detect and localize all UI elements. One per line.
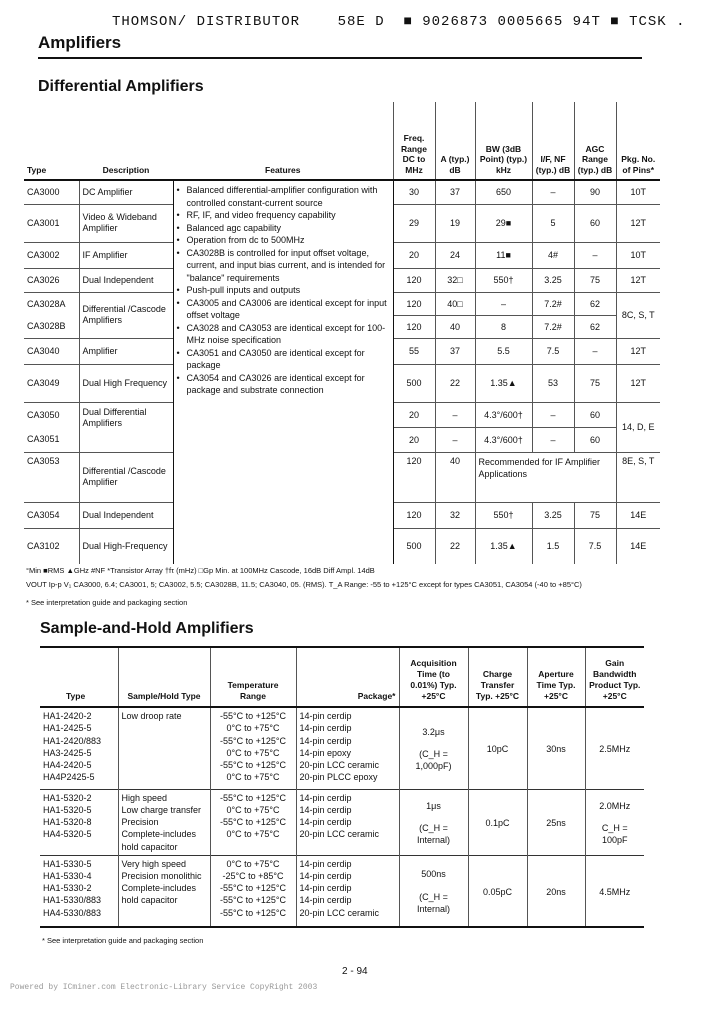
a-cell: 24 bbox=[435, 242, 475, 268]
bw-note-cell: Recommended for IF Amplifier Applications bbox=[475, 452, 616, 502]
a-cell: 37 bbox=[435, 338, 475, 364]
sh-type-cell bbox=[118, 789, 210, 855]
temp-item: -55°C to +125°C bbox=[220, 895, 286, 906]
sh-type-item: High speed bbox=[121, 792, 168, 803]
aperture-cell: 30ns bbox=[527, 707, 585, 789]
type-item: HA1-2420/883 bbox=[43, 735, 102, 746]
sh-type-item: Precision monolithic bbox=[121, 870, 202, 881]
temp-item: 0°C to +75°C bbox=[226, 747, 280, 758]
package-item: 20-pin LCC ceramic bbox=[299, 829, 380, 840]
package-list bbox=[296, 707, 399, 789]
col-package: Package* bbox=[296, 647, 399, 707]
type-cell: CA3102 bbox=[24, 528, 79, 564]
bw-cell: 550† bbox=[475, 502, 532, 528]
sh-type-item: Precision bbox=[121, 817, 159, 828]
type-item: HA1-5330-4 bbox=[43, 870, 92, 881]
desc-cell: Video & Wideband Amplifier bbox=[79, 204, 173, 242]
agc-cell: 62 bbox=[574, 315, 616, 338]
package-list bbox=[296, 789, 399, 855]
agc-cell: 90 bbox=[574, 180, 616, 204]
temp-item: -55°C to +125°C bbox=[220, 760, 286, 771]
package-item: 14-pin cerdip bbox=[299, 817, 352, 828]
agc-cell: 75 bbox=[574, 364, 616, 402]
type-cell: CA3001 bbox=[24, 204, 79, 242]
package-item: 20-pin LCC ceramic bbox=[299, 760, 380, 771]
type-item: HA1-5320-8 bbox=[43, 817, 92, 828]
type-item: HA3-2425-5 bbox=[43, 747, 92, 758]
gbw-cell bbox=[585, 789, 644, 855]
a-cell: – bbox=[435, 402, 475, 427]
table-row bbox=[40, 707, 644, 789]
differential-amplifiers-title: Differential Amplifiers bbox=[38, 78, 204, 95]
pkg-cell: 14E bbox=[616, 528, 660, 564]
temp-list bbox=[210, 855, 296, 927]
temp-item: -55°C to +125°C bbox=[220, 883, 286, 894]
type-item: HA1-5330-2 bbox=[43, 883, 92, 894]
sh-type-item: Very high speed bbox=[121, 858, 187, 869]
ifnf-cell: 4# bbox=[532, 242, 574, 268]
legend-note: °Min ■RMS ▲GHz #NF *Transistor Array †fτ (mHz) □Gp Min. at 100MHz Cascode, 16dB Diff Ampl. 14dB bbox=[26, 566, 375, 575]
pkg-cell: 10T bbox=[616, 242, 660, 268]
gbw-value: 2.0MHz bbox=[599, 800, 631, 811]
acq-note: (C_H = Internal) bbox=[416, 891, 451, 914]
type-cell: CA3028B bbox=[24, 315, 79, 338]
ifnf-cell: 7.2# bbox=[532, 292, 574, 315]
agc-cell: 75 bbox=[574, 268, 616, 292]
type-cell: CA3026 bbox=[24, 268, 79, 292]
freq-cell: 120 bbox=[393, 452, 435, 502]
type-list bbox=[40, 707, 118, 789]
type-cell: CA3040 bbox=[24, 338, 79, 364]
bw-cell: 1.35▲ bbox=[475, 364, 532, 402]
ifnf-cell: – bbox=[532, 180, 574, 204]
differential-amplifiers-table bbox=[24, 102, 660, 564]
gbw-value: 2.5MHz bbox=[599, 744, 631, 755]
package-item: 14-pin cerdip bbox=[299, 883, 352, 894]
temp-item: -55°C to +125°C bbox=[220, 792, 286, 803]
interpretation-note: * See interpretation guide and packaging section bbox=[26, 598, 188, 607]
col-acq: Acquisition Time (to 0.01%) Typ. +25°C bbox=[399, 647, 468, 707]
desc-cell: Dual Independent bbox=[79, 268, 173, 292]
col-sh-type: Sample/Hold Type bbox=[118, 647, 210, 707]
desc-cell: Dual High Frequency bbox=[79, 364, 173, 402]
a-cell: 22 bbox=[435, 528, 475, 564]
section-title: Amplifiers bbox=[38, 33, 122, 52]
package-item: 14-pin cerdip bbox=[299, 895, 352, 906]
freq-cell: 500 bbox=[393, 528, 435, 564]
col-bw: BW (3dB Point) (typ.) kHz bbox=[475, 102, 532, 180]
list-item: • CA3051 and CA3050 are identical except for package bbox=[177, 347, 390, 372]
col-type: Type bbox=[27, 164, 47, 175]
pkg-cell: 8E, S, T bbox=[616, 452, 660, 502]
a-cell: 32 bbox=[435, 502, 475, 528]
col-charge: Charge Transfer Typ. +25°C bbox=[468, 647, 527, 707]
package-item: 14-pin cerdip bbox=[299, 735, 352, 746]
table-row bbox=[24, 180, 660, 204]
freq-cell: 120 bbox=[393, 315, 435, 338]
temp-item: -55°C to +125°C bbox=[220, 711, 286, 721]
package-item: 14-pin cerdip bbox=[299, 870, 352, 881]
list-item: • Balanced differential-amplifier configuration with controlled constant-current source bbox=[177, 184, 390, 209]
ifnf-cell: – bbox=[532, 427, 574, 452]
temp-item: 0°C to +75°C bbox=[226, 723, 280, 734]
desc-cell: DC Amplifier bbox=[79, 180, 173, 204]
pkg-cell: 10T bbox=[616, 180, 660, 204]
ifnf-cell: – bbox=[532, 402, 574, 427]
temp-item: -55°C to +125°C bbox=[220, 817, 286, 828]
gbw-cell bbox=[585, 855, 644, 927]
bw-cell: 11■ bbox=[475, 242, 532, 268]
ifnf-cell: 7.5 bbox=[532, 338, 574, 364]
features-list bbox=[177, 184, 390, 397]
sh-type-item: Complete-includes hold capacitor bbox=[121, 883, 197, 906]
temp-item: 0°C to +75°C bbox=[226, 858, 280, 869]
agc-cell: 60 bbox=[574, 427, 616, 452]
pkg-cell: 12T bbox=[616, 338, 660, 364]
col-features: Features bbox=[265, 164, 301, 175]
type-list bbox=[40, 855, 118, 927]
features-cell bbox=[173, 180, 393, 564]
package-item: 14-pin epoxy bbox=[299, 747, 352, 758]
sh-type-item: Complete-includes hold capacitor bbox=[121, 829, 197, 852]
agc-cell: 60 bbox=[574, 204, 616, 242]
package-item: 14-pin cerdip bbox=[299, 804, 352, 815]
bw-cell: 4.3°/600† bbox=[475, 427, 532, 452]
charge-cell: 10pC bbox=[468, 707, 527, 789]
sample-hold-title: Sample-and-Hold Amplifiers bbox=[40, 620, 254, 637]
package-item: 14-pin cerdip bbox=[299, 792, 352, 803]
list-item: • RF, IF, and video frequency capability bbox=[177, 209, 390, 222]
freq-cell: 20 bbox=[393, 242, 435, 268]
acq-note: (C_H = 1,000pF) bbox=[415, 749, 452, 772]
a-cell: 32□ bbox=[435, 268, 475, 292]
temp-item: 0°C to +75°C bbox=[226, 772, 280, 783]
col-aperture: Aperture Time Typ. +25°C bbox=[527, 647, 585, 707]
package-item: 14-pin cerdip bbox=[299, 711, 352, 721]
footer-watermark: Powered by ICminer.com Electronic-Library Service CopyRight 2003 bbox=[10, 983, 318, 992]
type-list bbox=[40, 789, 118, 855]
bw-cell: 29■ bbox=[475, 204, 532, 242]
desc-cell: Amplifier bbox=[79, 338, 173, 364]
ifnf-cell: 7.2# bbox=[532, 315, 574, 338]
ifnf-cell: 1.5 bbox=[532, 528, 574, 564]
agc-cell: – bbox=[574, 338, 616, 364]
acq-value: 500ns bbox=[421, 869, 446, 880]
page-number: 2 - 94 bbox=[342, 966, 368, 977]
bw-cell: 550† bbox=[475, 268, 532, 292]
a-cell: 40□ bbox=[435, 292, 475, 315]
acq-value: 3.2μs bbox=[422, 726, 445, 737]
temp-item: -55°C to +125°C bbox=[220, 907, 286, 918]
type-cell: CA3051 bbox=[24, 427, 79, 452]
a-cell: 22 bbox=[435, 364, 475, 402]
temp-list bbox=[210, 707, 296, 789]
temp-item: 0°C to +75°C bbox=[226, 829, 280, 840]
col-gbw: Gain Bandwidth Product Typ. +25°C bbox=[585, 647, 644, 707]
ifnf-cell: 3.25 bbox=[532, 502, 574, 528]
package-list bbox=[296, 855, 399, 927]
agc-cell: 62 bbox=[574, 292, 616, 315]
vout-note: VOUT Ip-p V₁ CA3000, 6.4; CA3001, 5; CA3002, 5.5; CA3028B, 11.5; CA3040, 05. (RMS). T_A Range: -55 to +125°C except for types CA3051, CA3054 (-40 to +85°C) bbox=[26, 580, 582, 589]
col-description: Description bbox=[102, 164, 150, 175]
a-cell: 19 bbox=[435, 204, 475, 242]
col-a: A (typ.) dB bbox=[435, 102, 475, 180]
type-item: HA1-5330/883 bbox=[43, 895, 102, 906]
acq-cell bbox=[399, 707, 468, 789]
list-item: • Push-pull inputs and outputs bbox=[177, 284, 390, 297]
type-cell: CA3028A bbox=[24, 292, 79, 315]
agc-cell: 60 bbox=[574, 402, 616, 427]
bw-cell: – bbox=[475, 292, 532, 315]
a-cell: – bbox=[435, 427, 475, 452]
a-cell: 40 bbox=[435, 452, 475, 502]
table-row bbox=[40, 855, 644, 927]
type-cell: CA3049 bbox=[24, 364, 79, 402]
agc-cell: 75 bbox=[574, 502, 616, 528]
temp-item: -25°C to +85°C bbox=[222, 870, 284, 881]
freq-cell: 20 bbox=[393, 402, 435, 427]
ifnf-cell: 5 bbox=[532, 204, 574, 242]
gbw-cell bbox=[585, 707, 644, 789]
agc-cell: – bbox=[574, 242, 616, 268]
charge-cell: 0.05pC bbox=[468, 855, 527, 927]
acq-cell bbox=[399, 855, 468, 927]
aperture-cell: 20ns bbox=[527, 855, 585, 927]
sample-hold-table bbox=[40, 646, 644, 928]
bw-cell: 5.5 bbox=[475, 338, 532, 364]
desc-cell: IF Amplifier bbox=[79, 242, 173, 268]
scan-header-strip: THOMSON/ DISTRIBUTOR 58E D ■ 9026873 0005665 94T ■ TCSK . bbox=[112, 14, 686, 30]
list-item: • CA3028B is controlled for input offset voltage, current, and input bias current, and is intended for "balance" requirements bbox=[177, 247, 390, 285]
ifnf-cell: 3.25 bbox=[532, 268, 574, 292]
list-item: • CA3028 and CA3053 are identical except for 100-MHz noise specification bbox=[177, 322, 390, 347]
acq-cell bbox=[399, 789, 468, 855]
type-item: HA1-2425-5 bbox=[43, 723, 92, 734]
temp-item: 0°C to +75°C bbox=[226, 804, 280, 815]
table-row bbox=[40, 789, 644, 855]
col-freq: Freq. Range DC to MHz bbox=[393, 102, 435, 180]
freq-cell: 120 bbox=[393, 292, 435, 315]
type-item: HA4-2420-5 bbox=[43, 760, 92, 771]
pkg-cell: 12T bbox=[616, 268, 660, 292]
desc-cell: Dual Independent bbox=[79, 502, 173, 528]
pkg-cell: 14E bbox=[616, 502, 660, 528]
freq-cell: 30 bbox=[393, 180, 435, 204]
freq-cell: 500 bbox=[393, 364, 435, 402]
pkg-cell: 14, D, E bbox=[616, 402, 660, 452]
type-item: HA1-2420-2 bbox=[43, 711, 92, 721]
section-rule bbox=[38, 57, 642, 59]
bw-cell: 4.3°/600† bbox=[475, 402, 532, 427]
freq-cell: 20 bbox=[393, 427, 435, 452]
type-item: HA1-5320-2 bbox=[43, 792, 92, 803]
type-item: HA4P2425-5 bbox=[43, 772, 95, 783]
freq-cell: 120 bbox=[393, 502, 435, 528]
package-item: 20-pin LCC ceramic bbox=[299, 907, 380, 918]
gbw-value: 4.5MHz bbox=[599, 886, 631, 897]
pkg-cell: 12T bbox=[616, 364, 660, 402]
freq-cell: 55 bbox=[393, 338, 435, 364]
type-item: HA4-5330/883 bbox=[43, 907, 102, 918]
bw-cell: 8 bbox=[475, 315, 532, 338]
a-cell: 37 bbox=[435, 180, 475, 204]
acq-value: 1μs bbox=[426, 800, 441, 811]
sh-type-item: Low charge transfer bbox=[121, 804, 202, 815]
package-item: 14-pin cerdip bbox=[299, 723, 352, 734]
pkg-cell: 12T bbox=[616, 204, 660, 242]
desc-cell: Differential /Cascode Amplifier bbox=[79, 452, 173, 502]
package-item: 14-pin cerdip bbox=[299, 858, 352, 869]
sh-type-cell bbox=[118, 707, 210, 789]
bw-cell: 1.35▲ bbox=[475, 528, 532, 564]
temp-list bbox=[210, 789, 296, 855]
pkg-cell: 8C, S, T bbox=[616, 292, 660, 338]
type-item: HA1-5330-5 bbox=[43, 858, 92, 869]
a-cell: 40 bbox=[435, 315, 475, 338]
bw-cell: 650 bbox=[475, 180, 532, 204]
col-agc: AGC Range (typ.) dB bbox=[574, 102, 616, 180]
freq-cell: 29 bbox=[393, 204, 435, 242]
temp-item: -55°C to +125°C bbox=[220, 735, 286, 746]
type-cell: CA3053 bbox=[24, 452, 79, 502]
gbw-note: C_H = 100pF bbox=[601, 822, 628, 846]
freq-cell: 120 bbox=[393, 268, 435, 292]
type-cell: CA3002 bbox=[24, 242, 79, 268]
sh-type-item: Low droop rate bbox=[121, 711, 182, 721]
desc-cell: Dual Differential Amplifiers bbox=[79, 402, 173, 452]
type-cell: CA3000 bbox=[24, 180, 79, 204]
list-item: • Balanced agc capability bbox=[177, 222, 390, 235]
ifnf-cell: 53 bbox=[532, 364, 574, 402]
col-pkg: Pkg. No. of Pins* bbox=[616, 102, 660, 180]
type-item: HA4-5320-5 bbox=[43, 829, 92, 840]
sh-type-cell bbox=[118, 855, 210, 927]
desc-cell: Differential /Cascode Amplifiers bbox=[79, 292, 173, 338]
list-item: • CA3005 and CA3006 are identical except for input offset voltage bbox=[177, 297, 390, 322]
col-temp: Temperature Range bbox=[210, 647, 296, 707]
acq-note: (C_H = Internal) bbox=[416, 822, 451, 846]
desc-cell: Dual High-Frequency bbox=[79, 528, 173, 564]
col-type: Type bbox=[66, 691, 86, 701]
aperture-cell: 25ns bbox=[527, 789, 585, 855]
package-item: 20-pin PLCC epoxy bbox=[299, 772, 378, 783]
type-cell: CA3050 bbox=[24, 402, 79, 427]
agc-cell: 7.5 bbox=[574, 528, 616, 564]
list-item: • Operation from dc to 500MHz bbox=[177, 234, 390, 247]
type-item: HA1-5320-5 bbox=[43, 804, 92, 815]
list-item: • CA3054 and CA3026 are identical except for package and substrate connection bbox=[177, 372, 390, 397]
sh-interpretation-note: * See interpretation guide and packaging section bbox=[42, 936, 204, 945]
type-cell: CA3054 bbox=[24, 502, 79, 528]
charge-cell: 0.1pC bbox=[468, 789, 527, 855]
col-ifnf: I/F, NF (typ.) dB bbox=[532, 102, 574, 180]
